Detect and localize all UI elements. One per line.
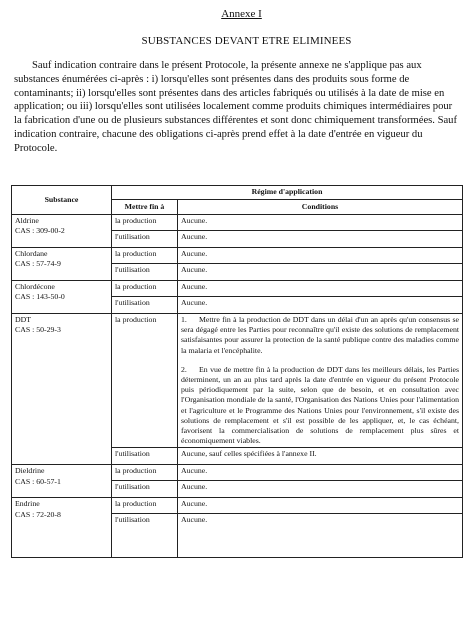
utilisation-condition: Aucune, sauf celles spécifiées à l'annexe II. [178, 448, 463, 465]
utilisation-label: l'utilisation [112, 264, 178, 281]
production-label: la production [112, 498, 178, 514]
condition-paragraph [181, 315, 459, 356]
table-row [12, 314, 463, 448]
substance-cas: CAS : 60-57-1 [15, 476, 61, 486]
table-row [12, 248, 463, 264]
substance-cas: CAS : 309-00-2 [15, 226, 65, 236]
substance-cell [12, 465, 112, 498]
substances-table [11, 185, 463, 558]
substance-name: Aldrine [15, 216, 39, 225]
production-label: la production [112, 215, 178, 231]
substance-cas: CAS : 72-20-8 [15, 509, 61, 519]
production-condition: Aucune. [178, 281, 463, 297]
annex-heading: Annexe I [221, 8, 262, 20]
substance-cell [12, 314, 112, 465]
utilisation-condition: Aucune. [178, 297, 463, 314]
table-row [12, 498, 463, 514]
regime-header: Régime d'application [112, 186, 463, 200]
intro-paragraph: Sauf indication contraire dans le présent Protocole, la présente annexe ne s'applique pas aux substances énumérées ci-après : i) lorsqu'elles sont présentes dans des produits sous forme de contaminants; ii) lorsqu'elles sont présentes dans des articles fabriqués ou utilisés à la date de mise en application; ou iii) lorsqu'elles sont utilisées localement comme produits chimiques intermédiaires pour la fabrication d'une ou de plusieurs substances différentes et sont donc chimiquement transformées. Sauf indication contraire, chacune des obligations ci-après prend effet à la date d'entrée en vigueur du Protocole. [14, 60, 457, 154]
substance-name: Dieldrine [15, 466, 45, 476]
substance-name: DDT [15, 315, 32, 324]
production-condition: Aucune. [178, 248, 463, 264]
utilisation-condition: Aucune. [178, 231, 463, 248]
substance-cas: CAS : 57-74-9 [15, 259, 61, 269]
substance-name: Chlordane [15, 249, 48, 258]
substance-cell [12, 281, 112, 314]
production-label: la production [112, 248, 178, 264]
substance-name: Endrine [15, 499, 40, 509]
substance-cell [12, 215, 112, 248]
conditions-header: Conditions [178, 200, 463, 215]
utilisation-condition: Aucune. [178, 481, 463, 498]
production-condition: Aucune. [178, 498, 463, 514]
utilisation-condition: Aucune. [178, 264, 463, 281]
substance-cell [12, 248, 112, 281]
table-row [12, 215, 463, 231]
utilisation-condition: Aucune. [178, 514, 463, 558]
substance-name: Chlordécone [15, 282, 55, 291]
production-label: la production [112, 281, 178, 297]
utilisation-label: l'utilisation [112, 231, 178, 248]
production-label: la production [112, 314, 178, 448]
condition-paragraph [181, 365, 459, 447]
production-condition: Aucune. [178, 215, 463, 231]
table-row [12, 465, 463, 481]
document-title: SUBSTANCES DEVANT ETRE ELIMINEES [141, 35, 352, 47]
condition-number: 2. [181, 364, 187, 374]
production-condition: Aucune. [178, 465, 463, 481]
utilisation-label: l'utilisation [112, 514, 178, 558]
substance-header: Substance [12, 186, 112, 215]
substance-cas: CAS : 143-50-0 [15, 292, 65, 302]
mettre-fin-header: Mettre fin à [112, 200, 178, 215]
utilisation-label: l'utilisation [112, 448, 178, 465]
substance-cell [12, 498, 112, 558]
production-condition [178, 314, 463, 448]
utilisation-label: l'utilisation [112, 481, 178, 498]
production-label: la production [112, 465, 178, 481]
substance-cas: CAS : 50-29-3 [15, 325, 61, 335]
condition-text: En vue de mettre fin à la production de DDT dans les meilleurs délais, les Parties déterminent, un an au plus tard après la date d'entrée en vigueur du présent Protocole puis périodiquement par la suite, selon que de besoin, et en consultation avec l'Organisation mondiale de la santé, l'Organisation des Nations Unies pour l'alimentation et l'agriculture et le Programme des Nations Unies pour l'environnement, s'il existe des solutions de remplacement et s'il est possible de les appliquer, et, le cas échéant, favorisent la commercialisation de solutions de remplacement plus sûres et économiquement viables. [181, 364, 460, 446]
table-row [12, 281, 463, 297]
condition-number: 1. [181, 315, 187, 324]
condition-text: Mettre fin à la production de DDT dans un délai d'un an après qu'un consensus se sera dégagé entre les Parties pour reconnaître qu'il existe des solutions de remplacement satisfaisantes pour assurer la protection de la santé publique contre des maladies comme la malaria et l'encéphalite. [181, 315, 460, 355]
utilisation-label: l'utilisation [112, 297, 178, 314]
